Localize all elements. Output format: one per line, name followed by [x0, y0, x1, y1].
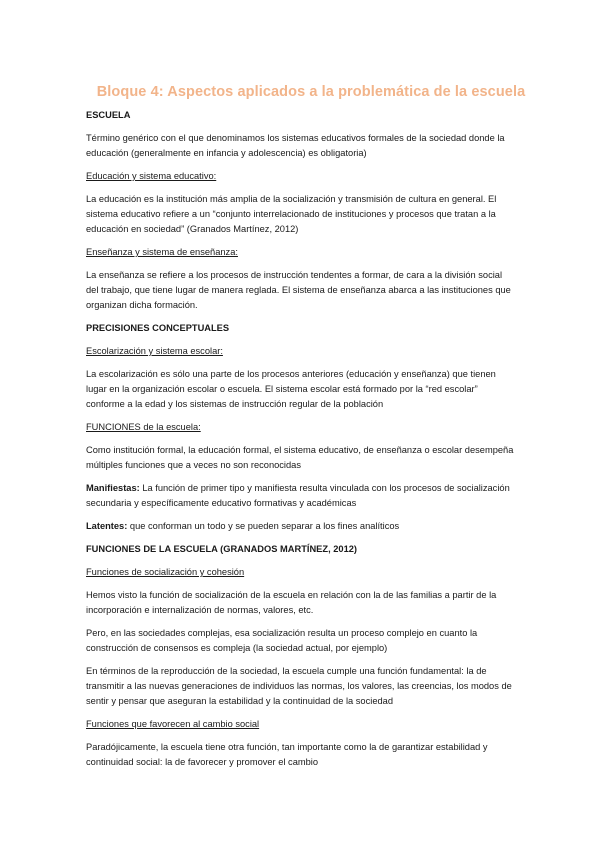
labeled-paragraph: [86, 481, 516, 511]
section-heading: PRECISIONES CONCEPTUALES: [86, 323, 230, 333]
document-body: [86, 108, 516, 778]
paragraph: La educación es la institución más amplia de la socialización y transmisión de cultura en general. El sistema educativo refiere a un “conjunto interrelacionado de instituciones y procesos que tratan a la educación en sociedad” (Granados Martínez, 2012): [86, 194, 497, 234]
subsection-heading: Funciones que favorecen al cambio social: [86, 719, 260, 729]
labeled-paragraph: [86, 519, 516, 534]
subsection-heading: Funciones de socialización y cohesión: [86, 567, 245, 577]
paragraph: Hemos visto la función de socialización de la escuela en relación con la de las familias a partir de la incorporación e internalización de normas, valores, etc.: [86, 590, 497, 615]
paragraph-text: que conforman un todo y se pueden separar a los fines analíticos: [127, 521, 400, 531]
paragraph: La escolarización es sólo una parte de los procesos anteriores (educación y enseñanza) que tienen lugar en la organización escolar o escuela. El sistema escolar está formado por la “red escolar” conforme a la edad y los sistemas de instrucción regular de la población: [86, 369, 496, 409]
subsection-heading: FUNCIONES de la escuela:: [86, 422, 201, 432]
paragraph: En términos de la reproducción de la sociedad, la escuela cumple una función fundamental: la de transmitir a las nuevas generaciones de individuos las normas, los valores, las creencias, los modos de sentir y pensar que aseguran la estabilidad y la continuidad de la sociedad: [86, 666, 512, 706]
paragraph: Pero, en las sociedades complejas, esa socialización resulta un proceso complejo en cuanto la construcción de consensos es compleja (la sociedad actual, por ejemplo): [86, 628, 478, 653]
paragraph-text: La función de primer tipo y manifiesta resulta vinculada con los procesos de socialización secundaria y específicamente educativo formativas y académicas: [86, 483, 510, 508]
paragraph-label: Manifiestas:: [86, 483, 140, 493]
paragraph-label: Latentes:: [86, 521, 128, 531]
subsection-heading: Educación y sistema educativo:: [86, 171, 217, 181]
subsection-heading: Enseñanza y sistema de enseñanza:: [86, 247, 238, 257]
paragraph: Paradójicamente, la escuela tiene otra función, tan importante como la de garantizar estabilidad y continuidad social: la de favorecer y promover el cambio: [86, 742, 488, 767]
subsection-heading: Escolarización y sistema escolar:: [86, 346, 223, 356]
section-heading: ESCUELA: [86, 110, 131, 120]
paragraph: Como institución formal, la educación formal, el sistema educativo, de enseñanza o escolar desempeña múltiples funciones que a veces no son reconocidas: [86, 445, 514, 470]
section-heading: FUNCIONES DE LA ESCUELA (GRANADOS MARTÍNEZ, 2012): [86, 544, 358, 554]
document-title: Bloque 4: Aspectos aplicados a la problemática de la escuela: [96, 84, 526, 100]
paragraph: La enseñanza se refiere a los procesos de instrucción tendentes a formar, de cara a la división social del trabajo, que tiene lugar de manera reglada. El sistema de enseñanza abarca a las instituciones que organizan dicha formación.: [86, 270, 511, 310]
paragraph: Término genérico con el que denominamos los sistemas educativos formales de la sociedad donde la educación (generalmente en infancia y adolescencia) es obligatoria): [86, 133, 505, 158]
